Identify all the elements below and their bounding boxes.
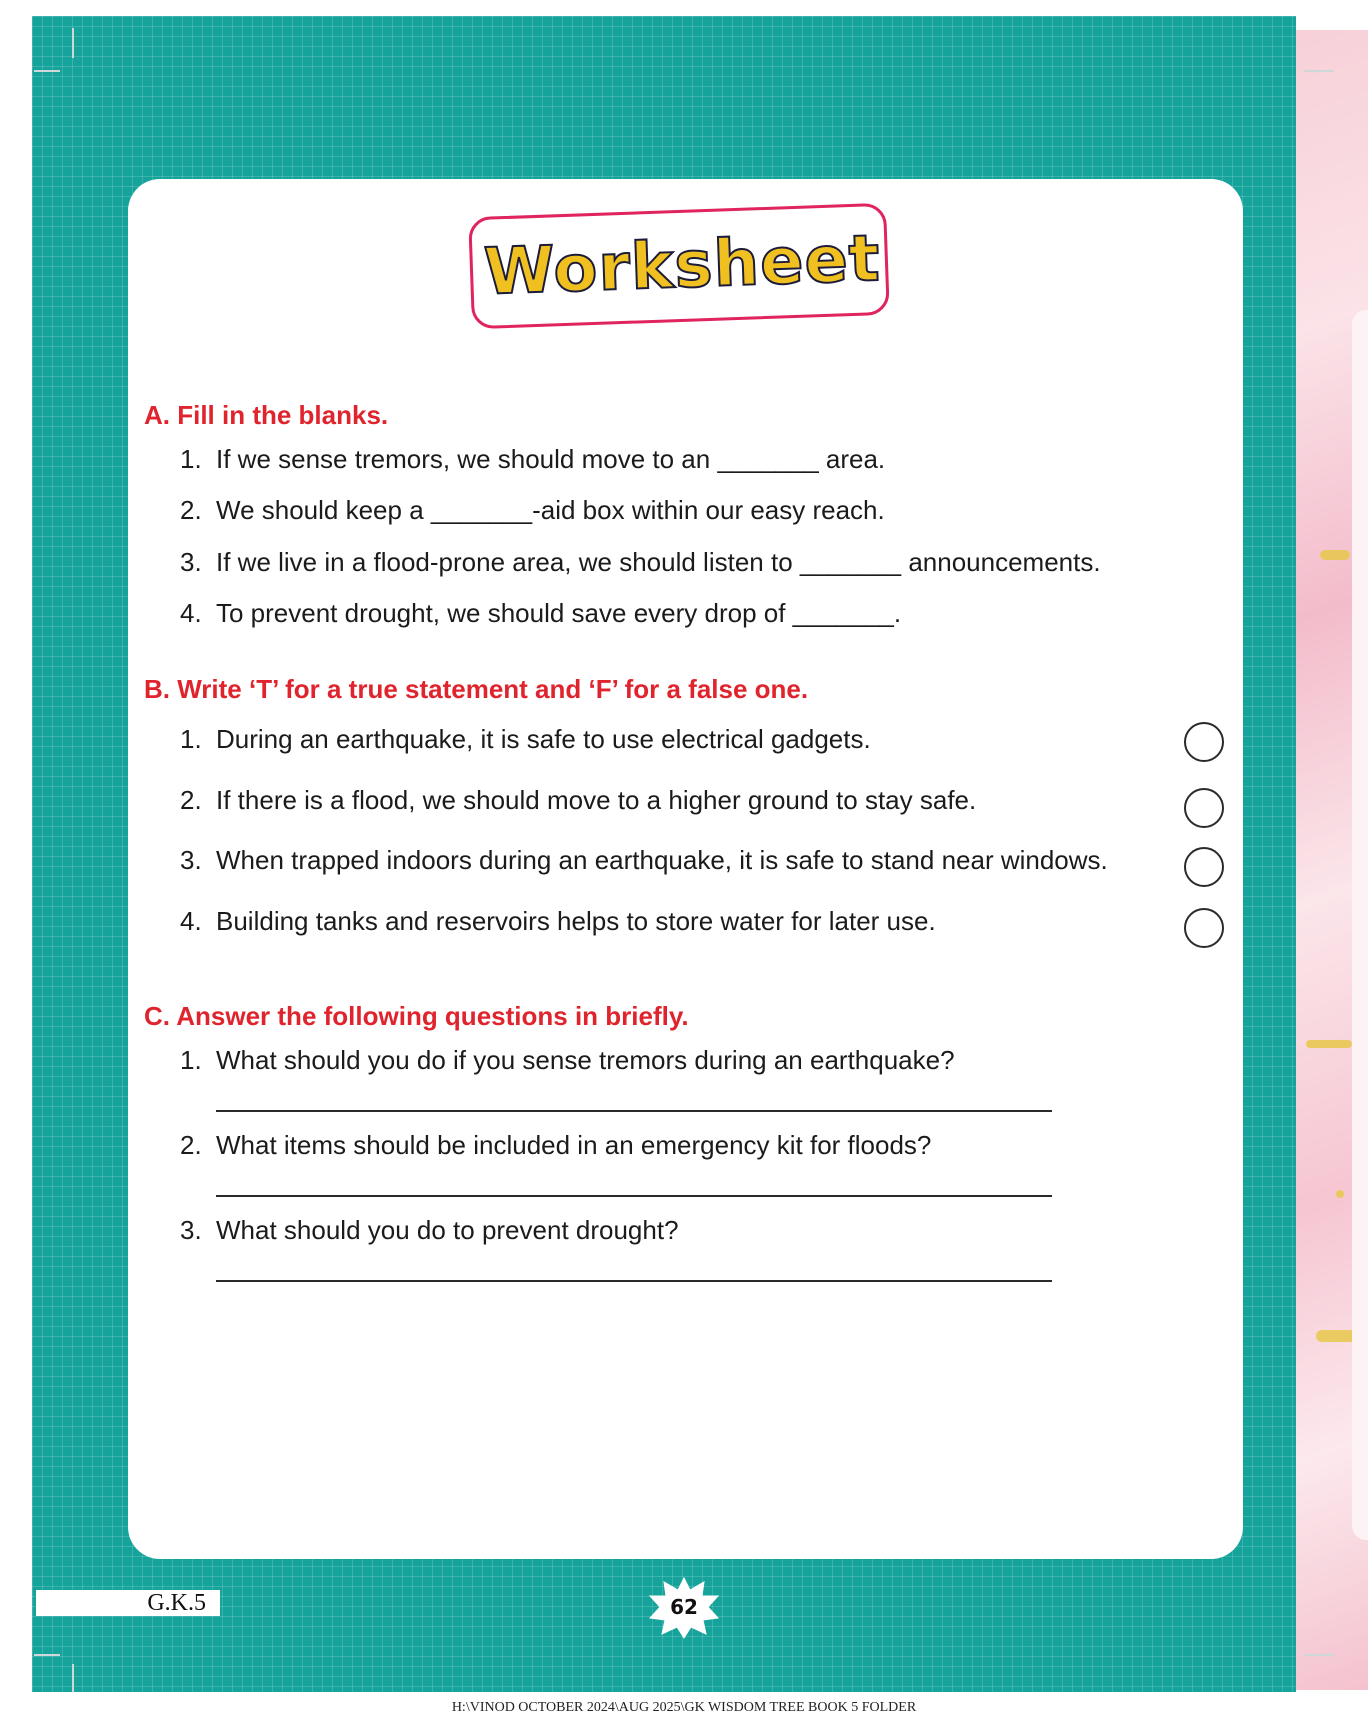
crop-mark bbox=[34, 70, 60, 72]
file-path-footer: H:\VINOD OCTOBER 2024\AUG 2025\GK WISDOM TREE BOOK 5 FOLDER bbox=[451, 1700, 917, 1715]
section-c-heading: C. Answer the following questions in briefly. bbox=[144, 1001, 689, 1031]
question-item-3: 3. What should you do to prevent drought? bbox=[180, 1215, 679, 1245]
book-label: G.K.5 bbox=[147, 1590, 206, 1616]
true-false-item-4: 4. Building tanks and reservoirs helps to store water for later use. bbox=[180, 906, 936, 936]
crop-mark bbox=[34, 1654, 60, 1656]
section-a-heading: A. Fill in the blanks. bbox=[144, 400, 389, 430]
true-false-item-2: 2. If there is a flood, we should move to a higher ground to stay safe. bbox=[180, 785, 977, 815]
pink-inner-panel bbox=[1352, 310, 1368, 1540]
crop-mark bbox=[72, 28, 74, 58]
answer-circle-3[interactable] bbox=[1184, 847, 1224, 887]
book-label-box bbox=[36, 1590, 220, 1616]
question-item-1: 1. What should you do if you sense tremors during an earthquake? bbox=[180, 1045, 955, 1075]
answer-circle-4[interactable] bbox=[1184, 908, 1224, 948]
answer-line-2[interactable] bbox=[216, 1195, 1052, 1197]
answer-line-1[interactable] bbox=[216, 1110, 1052, 1112]
worksheet-title: Worksheet bbox=[482, 221, 882, 310]
crop-mark bbox=[72, 1664, 74, 1692]
section-b-heading: B. Write ‘T’ for a true statement and ‘F’ for a false one. bbox=[144, 674, 809, 704]
answer-circle-2[interactable] bbox=[1184, 788, 1224, 828]
answer-circle-1[interactable] bbox=[1184, 722, 1224, 762]
fill-blank-item-4: 4. To prevent drought, we should save every drop of _______. bbox=[180, 598, 902, 628]
true-false-item-3: 3. When trapped indoors during an earthquake, it is safe to stand near windows. bbox=[180, 845, 1108, 875]
fill-blank-item-2: 2. We should keep a _______-aid box within our easy reach. bbox=[180, 495, 885, 525]
crop-mark bbox=[1304, 1654, 1334, 1656]
fill-blank-item-3: 3. If we live in a flood-prone area, we should listen to _______ announcements. bbox=[180, 547, 1101, 577]
page-number: 62 bbox=[670, 1595, 698, 1619]
crop-mark bbox=[1304, 70, 1334, 72]
question-item-2: 2. What items should be included in an emergency kit for floods? bbox=[180, 1130, 932, 1160]
fill-blank-item-1: 1. If we sense tremors, we should move to an _______ area. bbox=[180, 444, 886, 474]
true-false-item-1: 1. During an earthquake, it is safe to use electrical gadgets. bbox=[180, 724, 871, 754]
answer-line-3[interactable] bbox=[216, 1280, 1052, 1282]
